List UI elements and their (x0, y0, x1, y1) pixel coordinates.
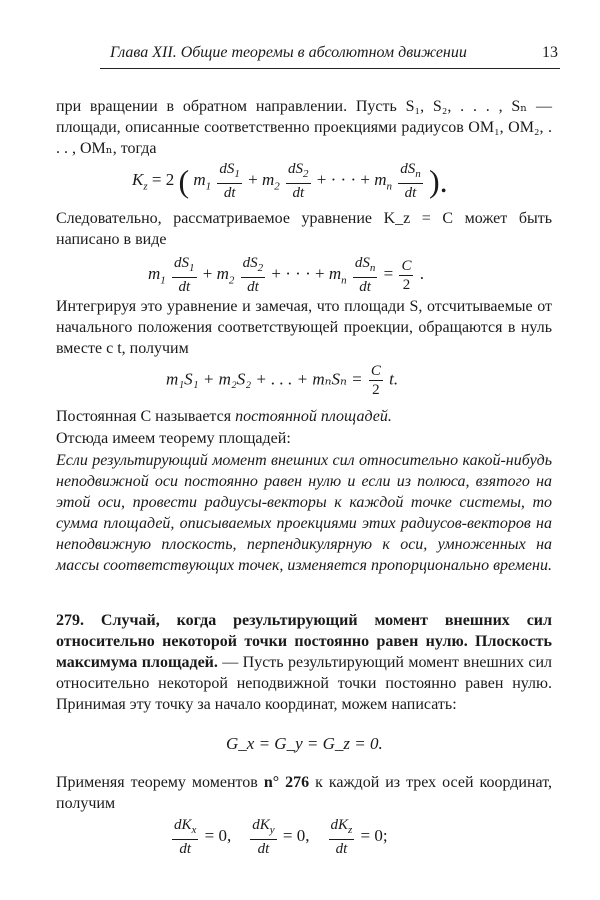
eq1-open-paren: ( (178, 163, 190, 199)
eq5-frac-z (329, 816, 355, 858)
section-279-heading: 279. Случай, когда результирующий момент внешних сил относительно некоторой точки постоянно равен нулю. Плоскость максимума площадей. (56, 612, 552, 671)
applying-suffix: к каждой из трех осей координат, получим (56, 774, 552, 812)
eq2-dt-2: dt (247, 279, 259, 295)
eq1-dots: + · · · + (316, 169, 370, 189)
eq2-frac-c (399, 257, 413, 294)
eq2-c: C (401, 257, 412, 274)
eq2-frac-2 (241, 254, 266, 296)
eq5-zero-1: = 0, (204, 825, 232, 845)
eq1-mn: m (374, 169, 387, 189)
eq2-dots: + · · · + (271, 263, 325, 283)
equation-g-zero: G_x = G_y = G_z = 0. (226, 734, 383, 753)
eq1-ds1: dS (219, 161, 235, 177)
eq5-frac-y (250, 816, 276, 858)
constant-prefix: Постоянная C называется (56, 408, 236, 425)
eq1-dt-n: dt (404, 185, 417, 201)
eq3-frac-c (369, 362, 383, 399)
eq1-equals-two: = 2 (151, 169, 175, 189)
eq2-plus-1: + (202, 263, 213, 283)
eq3-lhs: m₁S₁ + m₂S₂ + . . . + mₙSₙ = (166, 369, 363, 389)
eq1-m1: m (193, 169, 206, 189)
paragraph-applying (56, 772, 552, 814)
eq2-ds1: dS (174, 255, 190, 271)
eq2-dsn: dS (354, 255, 370, 271)
eq5-frac-x (172, 816, 198, 858)
eq2-frac-n (353, 254, 378, 296)
chapter-title: Глава XII. Общие теоремы в абсолютном движении (110, 44, 467, 61)
eq5-dt-x: dt (179, 841, 192, 857)
eq2-ds2-sub: 2 (257, 262, 264, 274)
running-head (100, 42, 560, 69)
eq2-ds2: dS (242, 255, 258, 271)
eq1-close-paren: ). (428, 163, 448, 199)
paragraph-therefore: Следовательно, рассматриваемое уравнение K_z = C может быть написано в виде (56, 210, 552, 248)
theorem-statement: Если результирующий момент внешних сил относительно какой-нибудь неподвижной оси постоянно равен нулю и если из полюса, взятого на этой оси, провести радиусы-векторы к каждой точке системы, то сумма площадей, описываемых проекциями этих радиусов-векторов на неподвижную плоскость, перпендикулярную к оси, умноженных на массы соответствующих точек, изменяется пропорционально времени. (56, 452, 552, 574)
applying-prefix: Применяя теорему моментов (56, 774, 264, 791)
eq1-m2-sub: 2 (274, 180, 280, 193)
section-279-body: — Пусть результирующий момент внешних сил относительно некоторой неподвижной точки постоянно равен нулю. Принимая эту точку за начало координат, можем написать: (56, 654, 552, 713)
eq5-zero-3: = 0; (360, 825, 388, 845)
eq1-ds2: dS (288, 161, 304, 177)
eq2-m1: m (148, 263, 161, 283)
eq1-lhs: K (132, 169, 144, 189)
constant-term: постоянной площадей. (235, 408, 392, 425)
eq1-mn-sub: n (386, 180, 392, 193)
paragraph-hence: Отсюда имеем теорему площадей: (56, 430, 291, 447)
eq1-frac-1 (217, 160, 242, 202)
paragraph-constant (56, 406, 552, 427)
eq2-dt-n: dt (359, 279, 371, 295)
eq5-dky: dK (252, 817, 270, 833)
eq1-m1-sub: 1 (205, 180, 212, 193)
eq2-dt-1: dt (178, 279, 191, 295)
eq2-m2: m (216, 263, 229, 283)
eq1-plus-1: + (248, 169, 258, 189)
eq2-mn: m (328, 263, 342, 283)
paragraph-integrating: Интегрируя это уравнение и замечая, что площади S, отсчитываемые от начального положения соответствующей проекции, обращаются в нуль вместе с t, получим (56, 298, 552, 357)
eq2-equals: = (383, 263, 394, 283)
page-number: 13 (542, 44, 558, 61)
eq1-dsn: dS (400, 161, 416, 177)
eq1-m2: m (262, 169, 275, 189)
eq5-dt-z: dt (335, 841, 348, 857)
eq2-frac-1 (172, 254, 197, 296)
eq3-t: t. (389, 369, 399, 389)
eq1-ds2-sub: 2 (303, 168, 309, 180)
paragraph-intro: при вращении в обратном направлении. Пусть S₁, S₂, . . . , Sₙ — площади, описанные соответственно проекциями радиусов OM₁, OM₂, . . . , OMₙ, тогда (56, 98, 552, 157)
eq5-y: y (269, 824, 275, 836)
eq1-frac-2 (286, 160, 311, 202)
eq2-dsn-sub: n (369, 262, 376, 274)
eq2-mn-sub: n (341, 274, 347, 287)
eq2-m1-sub: 1 (160, 274, 166, 287)
equation-areas-integrated (166, 362, 398, 399)
applying-ref: n° 276 (263, 774, 310, 791)
eq2-period: . (419, 263, 424, 283)
eq2-m2-sub: 2 (228, 274, 235, 287)
equation-dk-zero (170, 816, 388, 858)
eq1-dt-1: dt (223, 185, 236, 201)
eq5-zero-2: = 0, (282, 825, 310, 845)
eq5-dkx: dK (174, 817, 192, 833)
eq1-lhs-sub: z (143, 180, 148, 193)
eq5-dt-y: dt (257, 841, 270, 857)
eq2-ds1-sub: 1 (189, 262, 195, 274)
eq1-ds1-sub: 1 (234, 168, 240, 180)
eq3-c: C (370, 363, 381, 379)
eq3-two: 2 (372, 382, 380, 398)
eq5-x: x (191, 824, 197, 836)
equation-kz (132, 160, 448, 202)
section-279 (56, 610, 552, 715)
equation-sum-c-half (148, 254, 424, 296)
eq5-dkz: dK (330, 817, 349, 833)
eq1-dsn-sub: n (415, 168, 421, 180)
eq1-dt-2: dt (292, 185, 305, 201)
eq5-z: z (348, 824, 353, 836)
eq2-two: 2 (402, 276, 411, 293)
eq1-frac-n (398, 160, 423, 202)
